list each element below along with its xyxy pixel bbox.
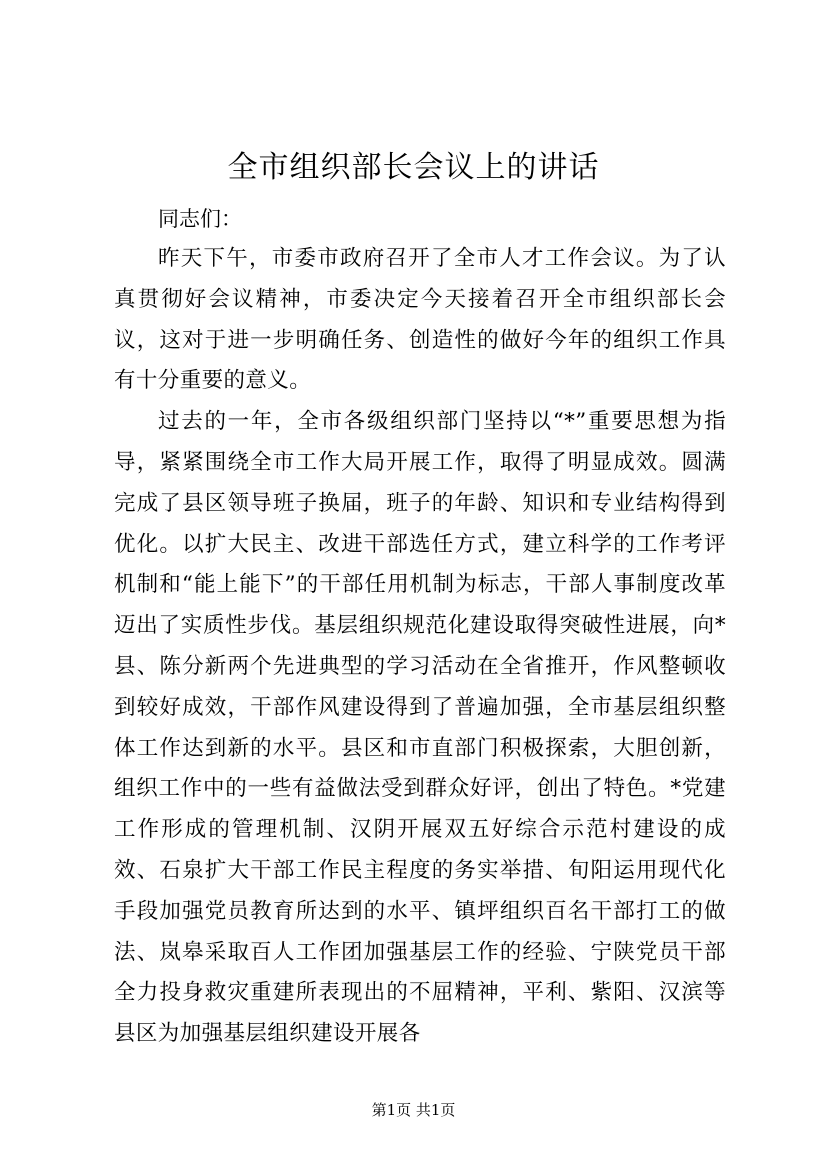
document-title: 全市组织部长会议上的讲话 [227,150,600,185]
paragraph-1: 昨天下午，市委市政府召开了全市人才工作会议。为了认真贯彻好会议精神，市委决定今天接着召开全市组织部长会议，这对于进一步明确任务、创造性的做好今年的组织工作具有十分重要的意义。 [114,246,726,394]
paragraph-2: 过去的一年，全市各级组织部门坚持以“*”重要思想为指导，紧紧围绕全市工作大局开展工作，取得了明显成效。圆满完成了县区领导班子换届，班子的年龄、知识和专业结构得到优化。以扩大民主、改进干部选任方式，建立科学的工作考评机制和“能上能下”的干部任用机制为标志，干部人事制度改革迈出了实质性步伐。基层组织规范化建设取得突破性进展，向*县、陈分新两个先进典型的学习活动在全省推开，作风整顿收到较好成效，干部作风建设得到了普遍加强，全市基层组织整体工作达到新的水平。县区和市直部门积极探索，大胆创新，组织工作中的一些有益做法受到群众好评，创出了特色。*党建工作形成的管理机制、汉阴开展双五好综合示范村建设的成效、石泉扩大干部工作民主程度的务实举措、旬阳运用现代化手段加强党员教育所达到的水平、镇坪组织百名干部打工的做法、岚皋采取百人工作团加强基层工作的经验、宁陕党员干部全力投身救灾重建所表现出的不屈精神，平利、紫阳、汉滨等县区为加强基层组织建设开展各 [114,409,726,1047]
document-body [114,199,726,1055]
page-footer: 第1页 共1页 [371,1101,456,1119]
salutation: 同志们： [158,207,242,231]
